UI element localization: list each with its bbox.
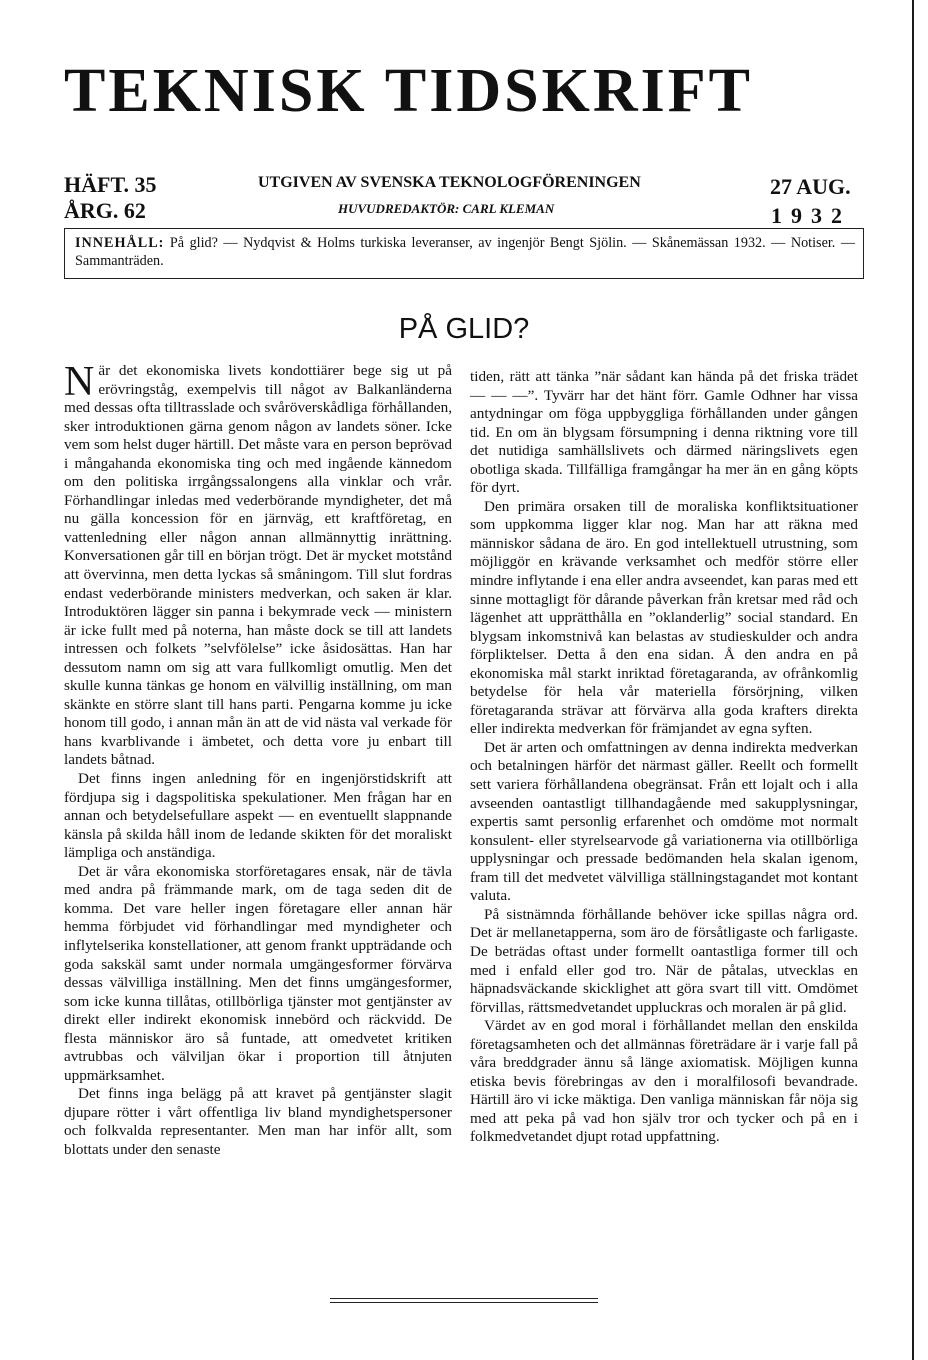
editor-line: HUVUDREDAKTÖR: CARL KLEMAN	[338, 201, 555, 216]
article-paragraph: Det är våra ekonomiska storföretagares ensak, när de tävla med andra på främmande mark, om de taga seden dit de komma. Det vare heller ingen företagare eller annan här hemma förbjudet vid förhandlingar med myndigheter och inflytelserika konstellationer, att genom frankt uppträdande och goda sakskäl samt under normala umgängesformer förvärva dessas välvilliga inställning. Men det finns umgängesformer, som icke kunna tillåtas, otillbörliga tjänster mot gentjänster av direkt eller indirekt ekonomisk innebörd och räckvidd. De flesta människor äro så funtade, att omedvetet kritiken avtrubbas och välviljan ökar i proportion till åtnjuten uppmärksamhet.	[64, 862, 452, 1084]
article-paragraph: När det ekonomiska livets kondottiärer bege sig ut på erövringståg, exempelvis till något av Balkanländerna med dessas ofta tilltrasslade och svåröverskådliga förhållanden, sker introduktionen gärna genom någon av landets söner. Icke vem som helst duger härtill. Det måste vara en person beprövad i mångahanda ekonomiska ting och med ingående kännedom om den politiska irrgångssalongens alla vinklar och vrår. Förhandlingar inledas med vederbörande myndigheter, det må nu gälla koncession för en järnväg, ett kraftföretag, en vattenledning eller någon annan allmännyttig inrättning. Konversationen går till en början trögt. Det är mycket motstånd att övervinna, men detta lyckas så småningom. Till slut fordras endast vederbörande ministers medverkan, och saken är klar. Introduktören lägger sin panna i bekymrade veck — ministern är icke fullt med på noterna, han måste dock se till att landets intressen och folkets ”selvfölelse” icke åsidosättas. Han har dessutom namn om sig att vara fullkomligt omutlig. Men det skulle kunna tänkas ge honom en välvillig inställning, om man skänkte en större slant till hans parti. Pengarna komme ju icke honom till godo, i annan mån än att de vid nästa val verkade för hans kvarblivande i ämbetet, och detta vore ju enbart till landets båtnad.	[64, 359, 453, 769]
article-paragraph: På sistnämnda förhållande behöver icke spillas några ord. Det är mellanetapperna, som äro de försåtligaste och farligaste. De beträdas oftast under formellt oantastliga former till och med i enfald eller god tro. När de påtalas, utvecklas en häpnadsväckande skicklighet att göra svart till vitt. Omdömet förvillas, rättsmedvetandet uppluckras och moralen är på glid.	[470, 905, 858, 1016]
end-rule	[330, 1298, 598, 1299]
article-paragraph: Värdet av en god moral i förhållandet mellan den enskilda företagsamheten och det allmännas företrädare är i varje fall på våra breddgrader ännu så länge axiomatisk. Möjligen kunna etiska bevis förebringas av den i moralfilosofi bevandrade. Härtill äro vi icke mäktiga. Den vanliga människan får nöja sig med att peka på vad hon själv tror och tycker och på en i folkmedvetandet djupt rotad uppfattning.	[470, 1017, 858, 1146]
issue-number: HÄFT. 35	[64, 172, 157, 197]
page-edge-rule	[912, 0, 914, 1360]
contents-box	[64, 228, 864, 279]
article-paragraph: Det är arten och omfattningen av denna indirekta medverkan och betalningen härför det närmast gäller. Reellt och formellt sett variera förhållandena obegränsat. Från ett lojalt och i alla avseenden oantastligt tillhandagående med sakupplysningar, expertis samt personlig erfarenhet och omdöme mot normalt konsulent- eller styrelsearvode gå variationerna via otillbörliga upplysningar och pressade bedömanden hela skalan igenom, fram till det medvetet välvilliga ställningstagandet mot kontant valuta.	[470, 738, 858, 905]
drop-cap: N	[64, 359, 95, 405]
contents-label: INNEHÅLL:	[75, 235, 165, 251]
end-rule	[330, 1302, 598, 1303]
article-paragraph: Den primära orsaken till de moraliska konfliktsituationer som uppkomma ligger klar nog. Man har att räkna med människor sådana de äro. En god intellektuell utrustning, som möjliggör en krävande verksamhet och medför större eller mindre inflytande i ena eller andra avseendet, kan paras med ett sinne mottagligt för dårande påverkan från kretsar med råd och lägenhet att upprätthålla en ”oklanderlig” social standard. En blygsam inkomstnivå kan belastas av studieskulder och andra förpliktelser. Detta å den ena sidan. Å den andra en på ekonomiska mål starkt inriktad företagaranda, av ofrånkomlig betydelse för hela vår materiella försörjning, vilken företagaranda strävar att förvärva alla goda krafters direkta eller indirekta medverkan för främjandet av egna syften.	[470, 497, 858, 738]
article-title: PÅ GLID?	[398, 313, 530, 345]
article-paragraph: tiden, rätt att tänka ”när sådant kan hända på det friska trädet — — —”. Tyvärr har det hänt förr. Gamle Odhner har vissa antydningar om föga uppbyggliga förhållanden under gången tid. En om än blygsam försumpning i denna riktning vore till det nutidiga samhällslivets och därmed näringslivets egen obotliga skada. Tillfälliga framgångar ha mer än en gång köpts för dyrt.	[470, 368, 858, 497]
contents-text: På glid? — Nydqvist & Holms turkiska leveranser, av ingenjör Bengt Sjölin. — Skånemässan 1932. — Notiser. — Sammanträden.	[75, 235, 856, 269]
issue-year: 1932	[771, 203, 851, 228]
article-paragraph: Det finns inga belägg på att kravet på gentjänster slagit djupare rötter i vårt offentliga liv bland myndighetspersoner och folkvalda representanter. Men man har inför allt, som blottats under den senaste	[64, 1085, 452, 1158]
article-column-left	[64, 359, 453, 1160]
issue-date: 27 AUG.	[770, 174, 851, 199]
masthead-title: TEKNISK TIDSKRIFT	[64, 57, 754, 125]
publisher-line: UTGIVEN AV SVENSKA TEKNOLOGFÖRENINGEN	[258, 174, 641, 191]
volume-year: ÅRG. 62	[64, 198, 146, 223]
article-column-right	[470, 368, 858, 1147]
article-paragraph: Det finns ingen anledning för en ingenjörstidskrift att fördjupa sig i dagspolitiska spekulationer. Men frågan har en annan och betydelsefullare aspekt — en eventuellt slappnande känsla på skilda håll inom de ledande skikten för det moraliskt lämpliga och anständiga.	[64, 770, 452, 862]
